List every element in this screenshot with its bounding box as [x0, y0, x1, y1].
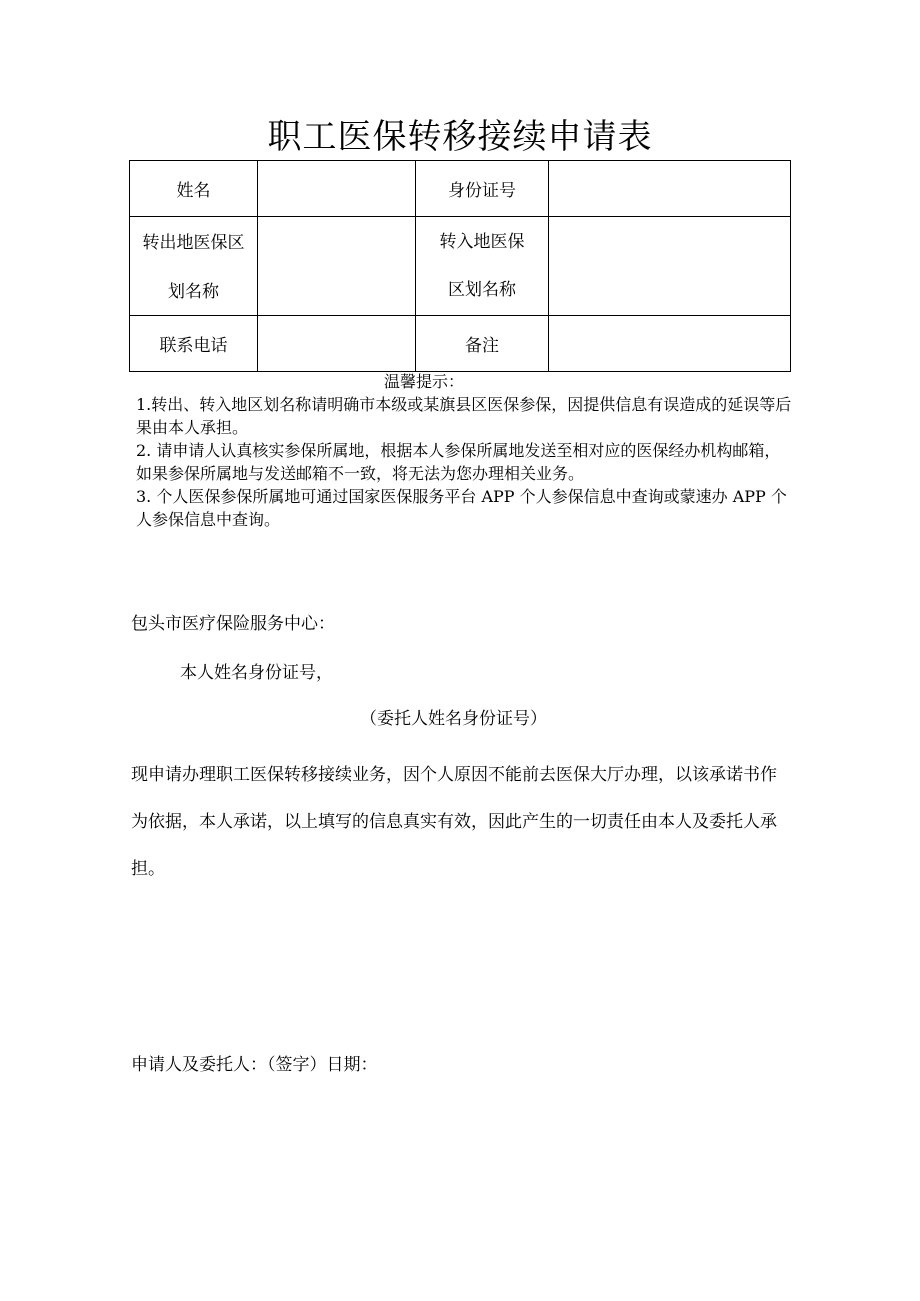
transfer-out-region-field[interactable] — [258, 217, 416, 316]
delegate-id-line: （委托人姓名身份证号） — [360, 709, 547, 729]
name-field[interactable] — [258, 161, 416, 217]
signature-line: 申请人及委托人：（签字）日期： — [131, 1055, 378, 1075]
id-number-label: 身份证号 — [416, 161, 549, 217]
transfer-in-region-field[interactable] — [549, 217, 791, 316]
name-label: 姓名 — [130, 161, 258, 217]
tip-item-2: 2. 请申请人认真核实参保所属地，根据本人参保所属地发送至相对应的医保经办机构邮箱，如果参保所属地与发送邮箱不一致，将无法为您办理相关业务。 — [136, 441, 781, 483]
application-form-table — [129, 160, 791, 372]
transfer-out-region-label-line1: 转出地医保区 — [142, 233, 245, 253]
table-row — [130, 316, 791, 372]
remarks-label: 备注 — [416, 316, 549, 372]
letter-recipient: 包头市医疗保险服务中心： — [131, 614, 335, 634]
table-row — [130, 217, 791, 316]
transfer-in-region-label — [416, 217, 549, 316]
applicant-id-line: 本人姓名身份证号， — [180, 663, 333, 683]
transfer-in-region-label-line2: 区划名称 — [448, 280, 516, 300]
table-row — [130, 161, 791, 217]
phone-label: 联系电话 — [130, 316, 258, 372]
page-title: 职工医保转移接续申请表 — [267, 117, 653, 157]
transfer-in-region-label-line1: 转入地医保 — [439, 232, 525, 252]
tip-item-1: 1.转出、转入地区划名称请明确市本级或某旗县区医保参保，因提供信息有误造成的延误等后果由本人承担。 — [136, 395, 792, 437]
tip-item-3: 3. 个人医保参保所属地可通过国家医保服务平台 APP 个人参保信息中查询或蒙速办 APP 个人参保信息中查询。 — [136, 487, 787, 529]
remarks-field[interactable] — [549, 316, 791, 372]
transfer-out-region-label-line2: 划名称 — [168, 282, 219, 302]
phone-field[interactable] — [258, 316, 416, 372]
tips-section — [136, 370, 792, 531]
tips-title: 温馨提示： — [383, 372, 464, 391]
commitment-paragraph: 现申请办理职工医保转移接续业务，因个人原因不能前去医保大厅办理，以该承诺书作为依据，本人承诺，以上填写的信息真实有效，因此产生的一切责任由本人及委托人承担。 — [131, 765, 777, 879]
id-number-field[interactable] — [549, 161, 791, 217]
transfer-out-region-label — [130, 217, 258, 316]
